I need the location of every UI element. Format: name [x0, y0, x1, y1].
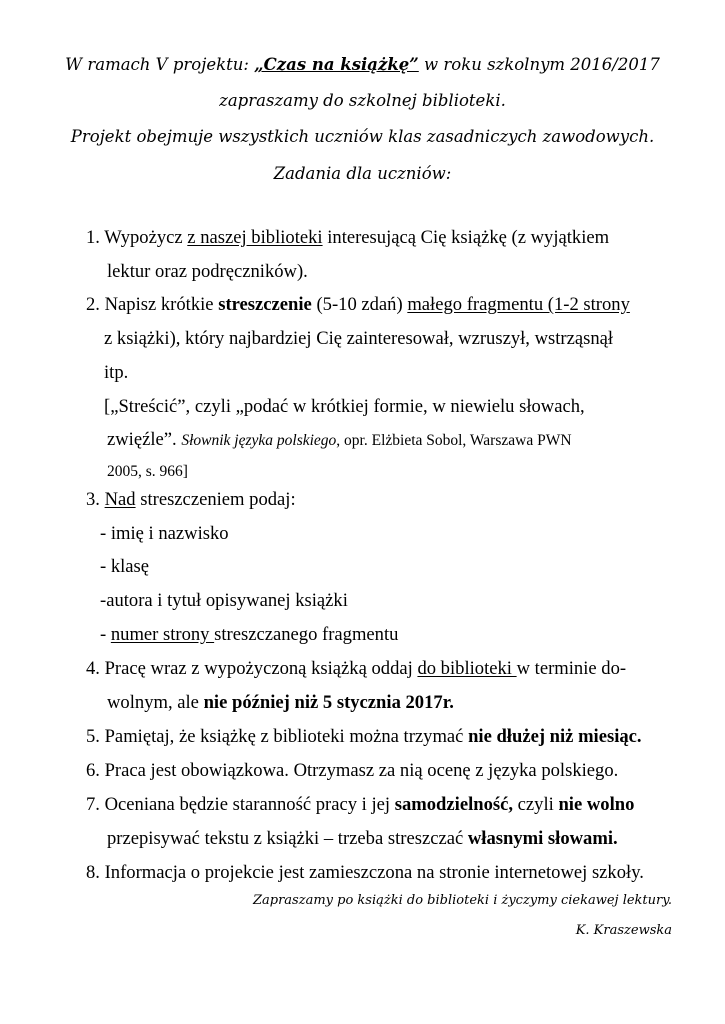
- dictionary-publisher: , opr. Elżbieta Sobol, Warszawa PWN: [336, 432, 572, 449]
- header-line-1: [0, 55, 725, 74]
- item-7-text-2: przepisywać tekstu z książki – trzeba streszczać: [107, 828, 468, 849]
- item-1-underline: z naszej biblioteki: [187, 227, 323, 248]
- item-2-text: 2. Napisz krótkie: [86, 294, 219, 315]
- item-2-line-1: [86, 296, 630, 315]
- header-school-year: w roku szkolnym 2016/2017: [418, 55, 660, 74]
- item-2-line-2: z książki), który najbardziej Cię zainteresował, wzruszył, wstrząsnął: [104, 328, 614, 349]
- item-8: 8. Informacja o projekcie jest zamieszczona na stronie internetowej szkoły.: [86, 862, 644, 883]
- item-2-line-3: itp.: [104, 362, 129, 383]
- header-line-4: Zadania dla uczniów:: [273, 164, 452, 183]
- item-4-text-2: wolnym, ale: [107, 692, 204, 713]
- item-1-text: 1. Wypożycz: [86, 227, 188, 248]
- item-3-text-end: streszczanego fragmentu: [214, 624, 399, 645]
- item-3-bullet-4: [100, 626, 398, 645]
- item-3-text: streszczeniem podaj:: [135, 489, 296, 510]
- item-2-line-4: [„Streścić”, czyli „podać w krótkiej formie, w niewielu słowach,: [104, 396, 585, 417]
- item-4-text-end: w terminie do-: [516, 658, 627, 679]
- item-2-text-mid: (5-10 zdań): [311, 294, 408, 315]
- footer-invitation: Zapraszamy po książki do biblioteki i życzymy ciekawej lektury.: [252, 893, 672, 908]
- item-3-number: 3.: [86, 489, 105, 510]
- item-4-line-2: [107, 694, 454, 713]
- item-7-line-1: [86, 796, 634, 815]
- item-3-dash: -: [100, 624, 111, 645]
- project-name: „Czas na książkę”: [254, 55, 419, 74]
- item-3-bullet-3: -autora i tytuł opisywanej książki: [100, 590, 348, 611]
- item-1-line-2: lektur oraz podręczników).: [107, 261, 308, 282]
- header-line-3: Projekt obejmuje wszystkich uczniów klas zasadniczych zawodowych.: [70, 127, 655, 146]
- item-2-quote-end: zwięźle”.: [107, 429, 182, 450]
- item-2-line-5: [107, 431, 572, 450]
- item-5: [86, 728, 642, 747]
- item-1-text-end: interesującą Cię książkę (z wyjątkiem: [322, 227, 610, 248]
- item-4-line-1: [86, 660, 626, 679]
- item-3-bullet-2: - klasę: [100, 556, 150, 577]
- item-4-text: 4. Pracę wraz z wypożyczoną książką oddaj: [86, 658, 418, 679]
- item-7-bold-1: samodzielność,: [394, 794, 514, 815]
- header-intro: W ramach V projektu:: [65, 55, 255, 74]
- dictionary-title: Słownik języka polskiego: [181, 432, 337, 449]
- item-4-deadline: nie później niż 5 stycznia 2017r.: [203, 692, 454, 713]
- item-5-text: 5. Pamiętaj, że książkę z biblioteki można trzymać: [86, 726, 469, 747]
- item-3-underline: Nad: [104, 489, 136, 510]
- item-3-underline-page: numer strony: [110, 624, 215, 645]
- item-7-text: 7. Oceniana będzie staranność pracy i jej: [86, 794, 395, 815]
- item-2-bold: streszczenie: [218, 294, 312, 315]
- item-1-line-1: [86, 229, 609, 248]
- item-3-line-1: [86, 491, 296, 510]
- item-6: 6. Praca jest obowiązkowa. Otrzymasz za nią ocenę z języka polskiego.: [86, 760, 619, 781]
- header-line-2: zapraszamy do szkolnej biblioteki.: [219, 91, 506, 110]
- item-7-bold-2: nie wolno: [558, 794, 635, 815]
- footer-author: K. Kraszewska: [575, 923, 672, 938]
- item-2-line-6: 2005, s. 966]: [107, 463, 188, 480]
- item-5-bold: nie dłużej niż miesiąc.: [468, 726, 642, 747]
- item-2-underline: małego fragmentu (1-2 strony: [407, 294, 630, 315]
- item-7-text-mid: czyli: [513, 794, 559, 815]
- item-7-line-2: [107, 830, 618, 849]
- item-3-bullet-1: - imię i nazwisko: [100, 523, 229, 544]
- item-7-bold-3: własnymi słowami.: [467, 828, 618, 849]
- item-4-underline: do biblioteki: [417, 658, 517, 679]
